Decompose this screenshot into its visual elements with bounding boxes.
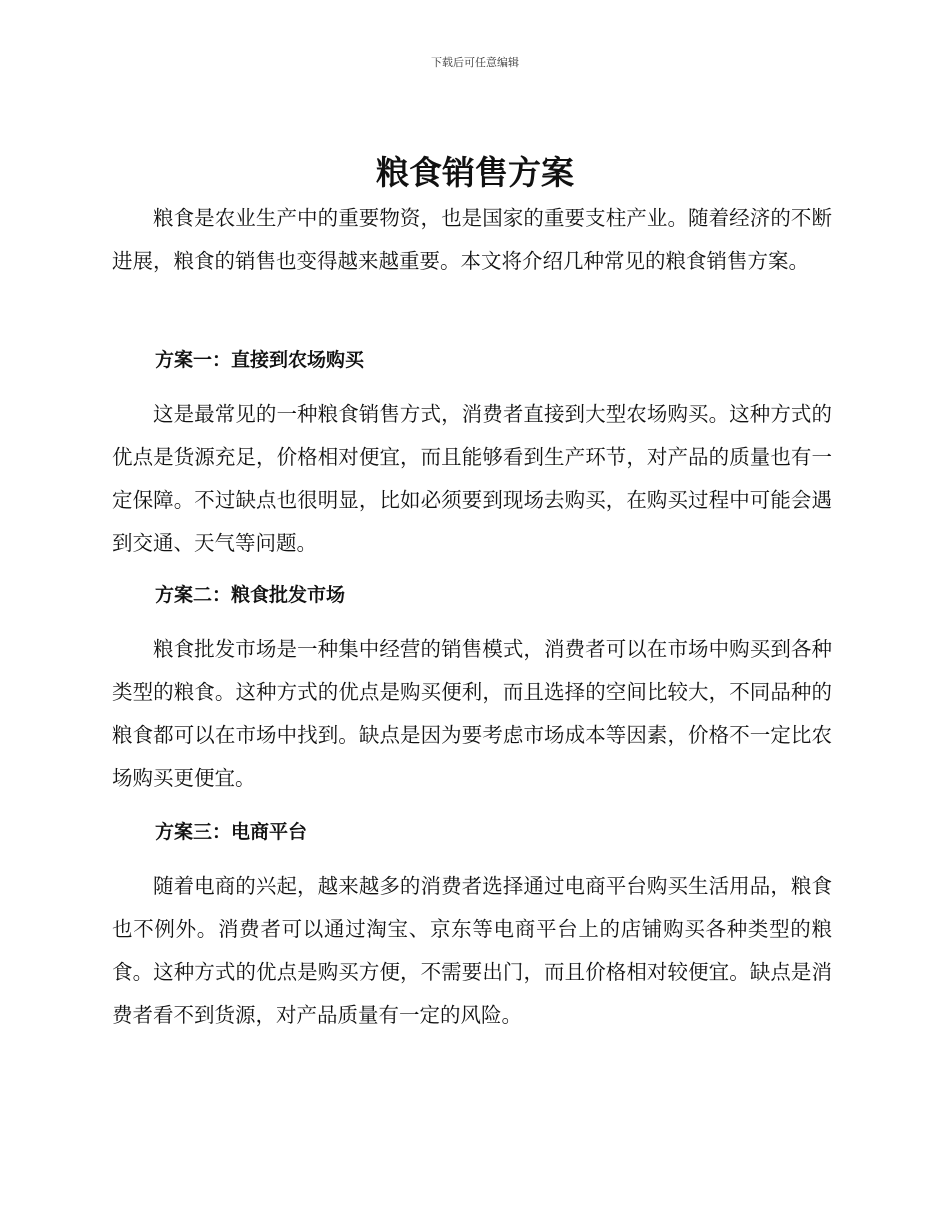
intro-paragraph: 粮食是农业生产中的重要物资，也是国家的重要支柱产业。随着经济的不断进展，粮食的销售也变得越来越重要。本文将介绍几种常见的粮食销售方案。 xyxy=(112,206,832,273)
section-heading-2: 方案二：粮食批发市场 xyxy=(155,584,346,606)
section-body-2: 粮食批发市场是一种集中经营的销售模式，消费者可以在市场中购买到各种类型的粮食。这种方式的优点是购买便利，而且选择的空间比较大，不同品种的粮食都可以在市场中找到。缺点是因为要考虑市场成本等因素，价格不一定比农场购买更便宜。 xyxy=(112,637,832,790)
section-heading-3: 方案三：电商平台 xyxy=(155,821,308,843)
section-body-3: 随着电商的兴起，越来越多的消费者选择通过电商平台购买生活用品，粮食也不例外。消费者可以通过淘宝、京东等电商平台上的店铺购买各种类型的粮食。这种方式的优点是购买方便，不需要出门，而且价格相对较便宜。缺点是消费者看不到货源，对产品质量有一定的风险。 xyxy=(112,874,832,1027)
header-note: 下载后可任意编辑 xyxy=(431,56,519,69)
page-title: 粮食销售方案 xyxy=(376,153,574,192)
section-heading-1: 方案一：直接到农场购买 xyxy=(155,349,365,371)
section-body-1: 这是最常见的一种粮食销售方式，消费者直接到大型农场购买。这种方式的优点是货源充足，价格相对便宜，而且能够看到生产环节，对产品的质量也有一定保障。不过缺点也很明显，比如必须要到现场去购买，在购买过程中可能会遇到交通、天气等问题。 xyxy=(112,402,832,555)
